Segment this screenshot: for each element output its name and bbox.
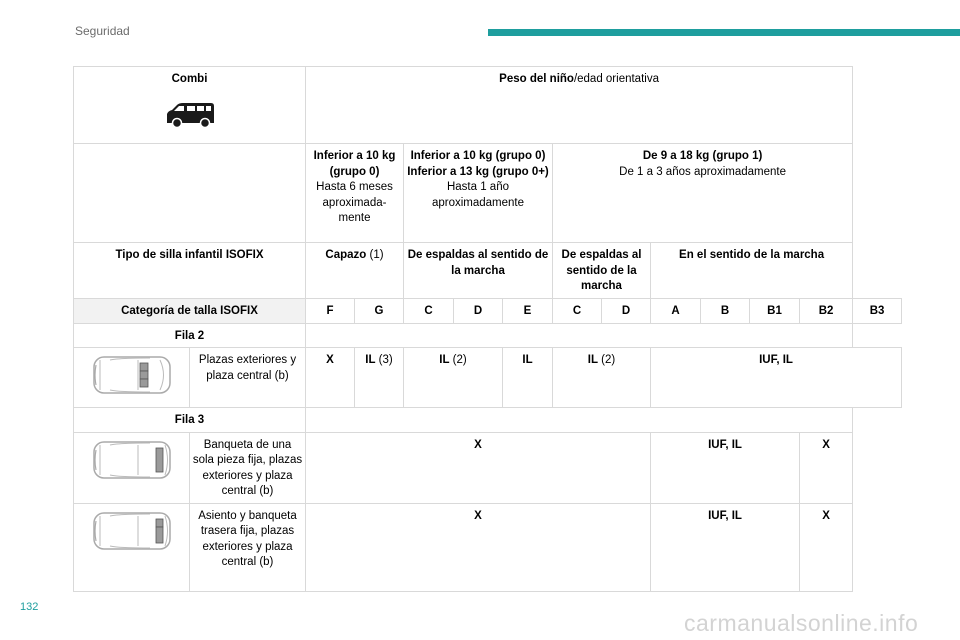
- combi-cell: [74, 67, 306, 144]
- fila2-seat-icon-cell: [74, 348, 190, 408]
- size-category-cell: B3: [853, 299, 902, 324]
- seat-layout-row3-seat-bench-icon: [90, 510, 174, 552]
- fila2-description: Plazas exteriores y plaza central (b): [190, 348, 306, 408]
- fila2-title-row: [74, 323, 902, 348]
- child-weight-header: [306, 67, 853, 144]
- size-category-cell: D: [602, 299, 651, 324]
- seat-layout-row2-icon: [90, 354, 174, 396]
- size-category-cell: G: [355, 299, 404, 324]
- size-category-cell: A: [651, 299, 701, 324]
- fila3-row2-rear: X: [306, 503, 651, 591]
- age-group-0: Inferior a 10 kg (grupo 0) Hasta 6 meses aproximada-mente: [306, 144, 404, 243]
- fila3-row1-rear: X: [306, 432, 651, 503]
- fila3-row1-forward: IUF, IL: [651, 432, 800, 503]
- fila2-row: [74, 348, 902, 408]
- size-category-cell: B1: [750, 299, 800, 324]
- size-category-cell: C: [404, 299, 454, 324]
- fila3-row2-forward: IUF, IL: [651, 503, 800, 591]
- fila3-row-1: [74, 432, 902, 503]
- age-group-row: [74, 144, 902, 243]
- fila3-row1-seat-icon-cell: [74, 432, 190, 503]
- seat-layout-row3-bench-icon: [90, 439, 174, 481]
- fila3-row2-b3: X: [800, 503, 853, 591]
- age-group-1: De 9 a 18 kg (grupo 1) De 1 a 3 años aproximadamente: [553, 144, 853, 243]
- fila2-title: Fila 2: [74, 323, 306, 348]
- fila2-forward: IUF, IL: [651, 348, 902, 408]
- page-number: 132: [20, 601, 39, 613]
- seat-type-capazo: Capazo (1): [306, 243, 404, 299]
- size-category-cell: E: [503, 299, 553, 324]
- size-category-cell: F: [306, 299, 355, 324]
- size-category-cell: D: [454, 299, 503, 324]
- table-header-row: [74, 67, 902, 144]
- age-group-0plus: Inferior a 10 kg (grupo 0) Inferior a 13 kg (grupo 0+) Hasta 1 año aproximadamente: [404, 144, 553, 243]
- fila3-row2-seat-icon-cell: [74, 503, 190, 591]
- fila3-row2-description: Asiento y banqueta trasera fija, plazas exteriores y plaza central (b): [190, 503, 306, 591]
- fila2-e: IL: [503, 348, 553, 408]
- weight-label-rest: /edad orientativa: [573, 73, 659, 85]
- fila2-f: X: [306, 348, 355, 408]
- isofix-table: [73, 66, 902, 592]
- size-category-cell: C: [553, 299, 602, 324]
- fila3-row-2: [74, 503, 902, 591]
- seat-type-rear-facing-2: De espaldas al sentido de la marcha: [553, 243, 651, 299]
- seat-type-row: [74, 243, 902, 299]
- fila2-g: IL (3): [355, 348, 404, 408]
- section-title: Seguridad: [75, 24, 130, 38]
- seat-type-forward-facing: En el sentido de la marcha: [651, 243, 853, 299]
- size-category-cell: B2: [800, 299, 853, 324]
- seat-type-rear-facing: De espaldas al sentido de la marcha: [404, 243, 553, 299]
- fila2-cd: IL (2): [404, 348, 503, 408]
- seat-type-label: Tipo de silla infantil ISOFIX: [74, 243, 306, 299]
- fila2-cd2: IL (2): [553, 348, 651, 408]
- van-icon: [164, 102, 216, 130]
- fila3-row1-description: Banqueta de una sola pieza fija, plazas exteriores y plaza central (b): [190, 432, 306, 503]
- fila3-title-row: [74, 408, 902, 433]
- size-category-row: [74, 299, 902, 324]
- combi-label: Combi: [171, 73, 208, 85]
- fila3-title: Fila 3: [74, 408, 306, 433]
- size-category-cell: B: [701, 299, 750, 324]
- weight-label-bold: Peso del niño: [499, 73, 574, 85]
- size-category-label: Categoría de talla ISOFIX: [74, 299, 306, 324]
- fila3-row1-b3: X: [800, 432, 853, 503]
- header-accent-bar: [488, 29, 960, 36]
- watermark: carmanualsonline.info: [684, 610, 919, 636]
